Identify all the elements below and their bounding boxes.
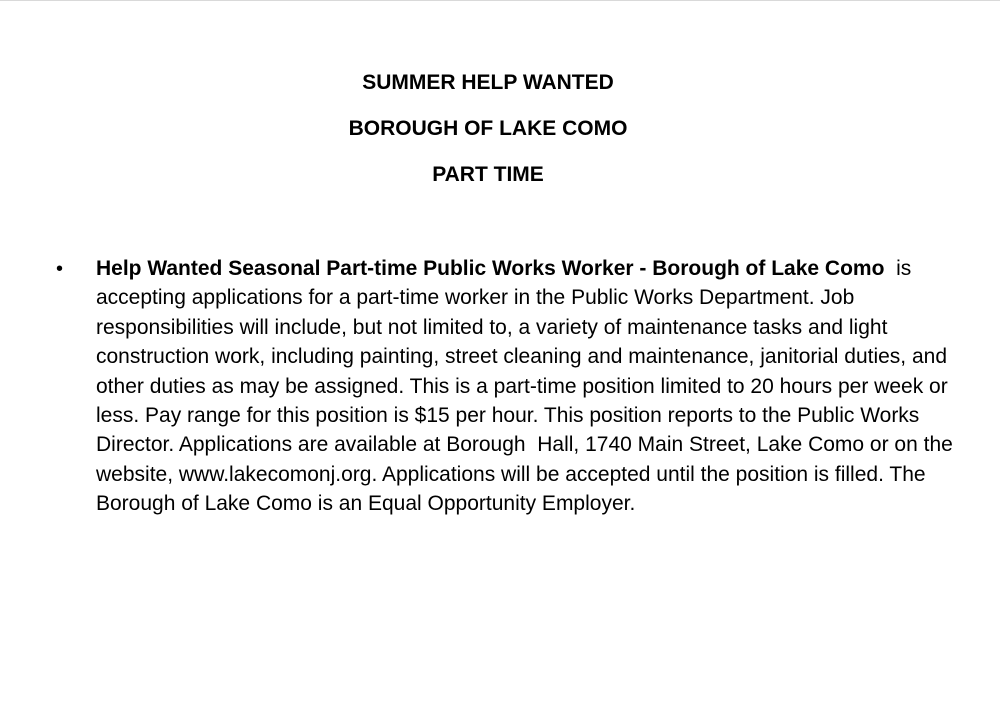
job-title-lead: Help Wanted Seasonal Part-time Public Works Worker - Borough of Lake Como bbox=[96, 257, 885, 280]
job-description bbox=[96, 254, 965, 519]
top-border-line bbox=[0, 0, 1000, 1]
notice-heading-block bbox=[0, 70, 976, 208]
heading-borough-name: BOROUGH OF LAKE COMO bbox=[348, 117, 628, 140]
bullet-marker: • bbox=[56, 258, 64, 280]
heading-summer-help-wanted: SUMMER HELP WANTED bbox=[362, 71, 614, 94]
job-description-body: is accepting applications for a part-time worker in the Public Works Department. Job responsibilities will include, but not limited to, a variety of maintenance tasks and light construction work, including painting, street cleaning and maintenance, janitorial duties, and other duties as may be assigned. This is a part-time position limited to 20 hours per week or less. Pay range for this position is $15 per hour. This position reports to the Public Works Director. Applications are available at Borough Hall, 1740 Main Street, Lake Como or on the website, www.lakecomonj.org. Applications will be accepted until the position is filled. The Borough of Lake Como is an Equal Opportunity Employer. bbox=[96, 257, 965, 516]
heading-part-time: PART TIME bbox=[432, 163, 544, 186]
